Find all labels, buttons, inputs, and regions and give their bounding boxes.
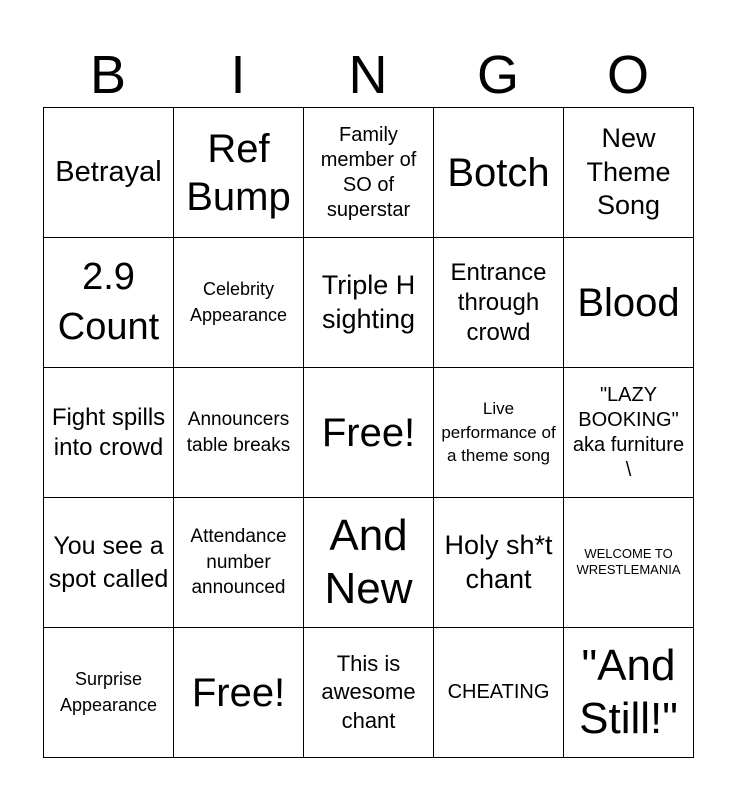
bingo-cell[interactable] (304, 498, 434, 628)
bingo-cell[interactable] (44, 368, 174, 498)
cell-text: Live performance of a theme song (441, 398, 556, 466)
cell-text: Botch (447, 150, 550, 195)
bingo-cell[interactable] (434, 238, 564, 368)
bingo-cell[interactable] (564, 108, 694, 238)
board-row (44, 108, 694, 238)
header-letter-g: G (476, 45, 519, 105)
cell-text: 2.9 Count (57, 256, 160, 348)
bingo-cell[interactable] (304, 628, 434, 758)
header-letter-i: I (230, 45, 246, 105)
cell-text: Betrayal (55, 156, 162, 189)
cell-text: You see a spot called (48, 532, 169, 593)
bingo-cell[interactable] (564, 498, 694, 628)
bingo-board (43, 107, 694, 758)
cell-text: Ref Bump (186, 126, 291, 219)
cell-text: CHEATING (447, 681, 550, 703)
bingo-cell[interactable] (304, 238, 434, 368)
cell-text: Free! (191, 670, 286, 715)
bingo-cell[interactable] (44, 238, 174, 368)
board-row (44, 628, 694, 758)
cell-text: Surprise Appearance (59, 669, 158, 715)
cell-text: WELCOME TO WRESTLEMANIA (576, 545, 681, 578)
bingo-header (43, 44, 693, 106)
board-row (44, 368, 694, 498)
header-letter-o: O (606, 45, 649, 105)
bingo-cell[interactable] (564, 238, 694, 368)
bingo-cell[interactable] (44, 628, 174, 758)
bingo-cell[interactable] (174, 108, 304, 238)
board-row (44, 238, 694, 368)
cell-text: "LAZY BOOKING" aka furniture \ (572, 383, 685, 481)
board-row (44, 498, 694, 628)
bingo-cell[interactable] (434, 498, 564, 628)
bingo-cell[interactable] (44, 498, 174, 628)
bingo-cell[interactable] (174, 498, 304, 628)
cell-text: Celebrity Appearance (189, 279, 288, 325)
cell-text: Family member of SO of superstar (320, 123, 417, 221)
bingo-cell[interactable] (434, 368, 564, 498)
cell-text: "And Still!" (579, 640, 678, 743)
bingo-cell[interactable] (304, 368, 434, 498)
header-letter-n: N (348, 45, 388, 105)
cell-text: Entrance through crowd (450, 258, 547, 346)
bingo-cell[interactable] (174, 238, 304, 368)
cell-text: Blood (577, 280, 680, 325)
header-letter-b: B (89, 45, 127, 105)
cell-text: Holy sh*t chant (444, 529, 553, 594)
bingo-cell[interactable] (434, 628, 564, 758)
cell-text: Announcers table breaks (186, 408, 291, 456)
cell-text: And New (324, 510, 413, 613)
bingo-cell[interactable] (564, 368, 694, 498)
cell-text: Fight spills into crowd (51, 403, 166, 461)
bingo-cell[interactable] (174, 628, 304, 758)
bingo-cell[interactable] (564, 628, 694, 758)
bingo-cell[interactable] (304, 108, 434, 238)
cell-text: Attendance number announced (190, 526, 287, 599)
cell-text: Free! (321, 410, 416, 455)
bingo-cell[interactable] (174, 368, 304, 498)
cell-text: Triple H sighting (321, 269, 416, 334)
bingo-cell[interactable] (434, 108, 564, 238)
cell-text: This is awesome chant (321, 650, 416, 733)
cell-text: New Theme Song (586, 122, 671, 221)
bingo-cell[interactable] (44, 108, 174, 238)
